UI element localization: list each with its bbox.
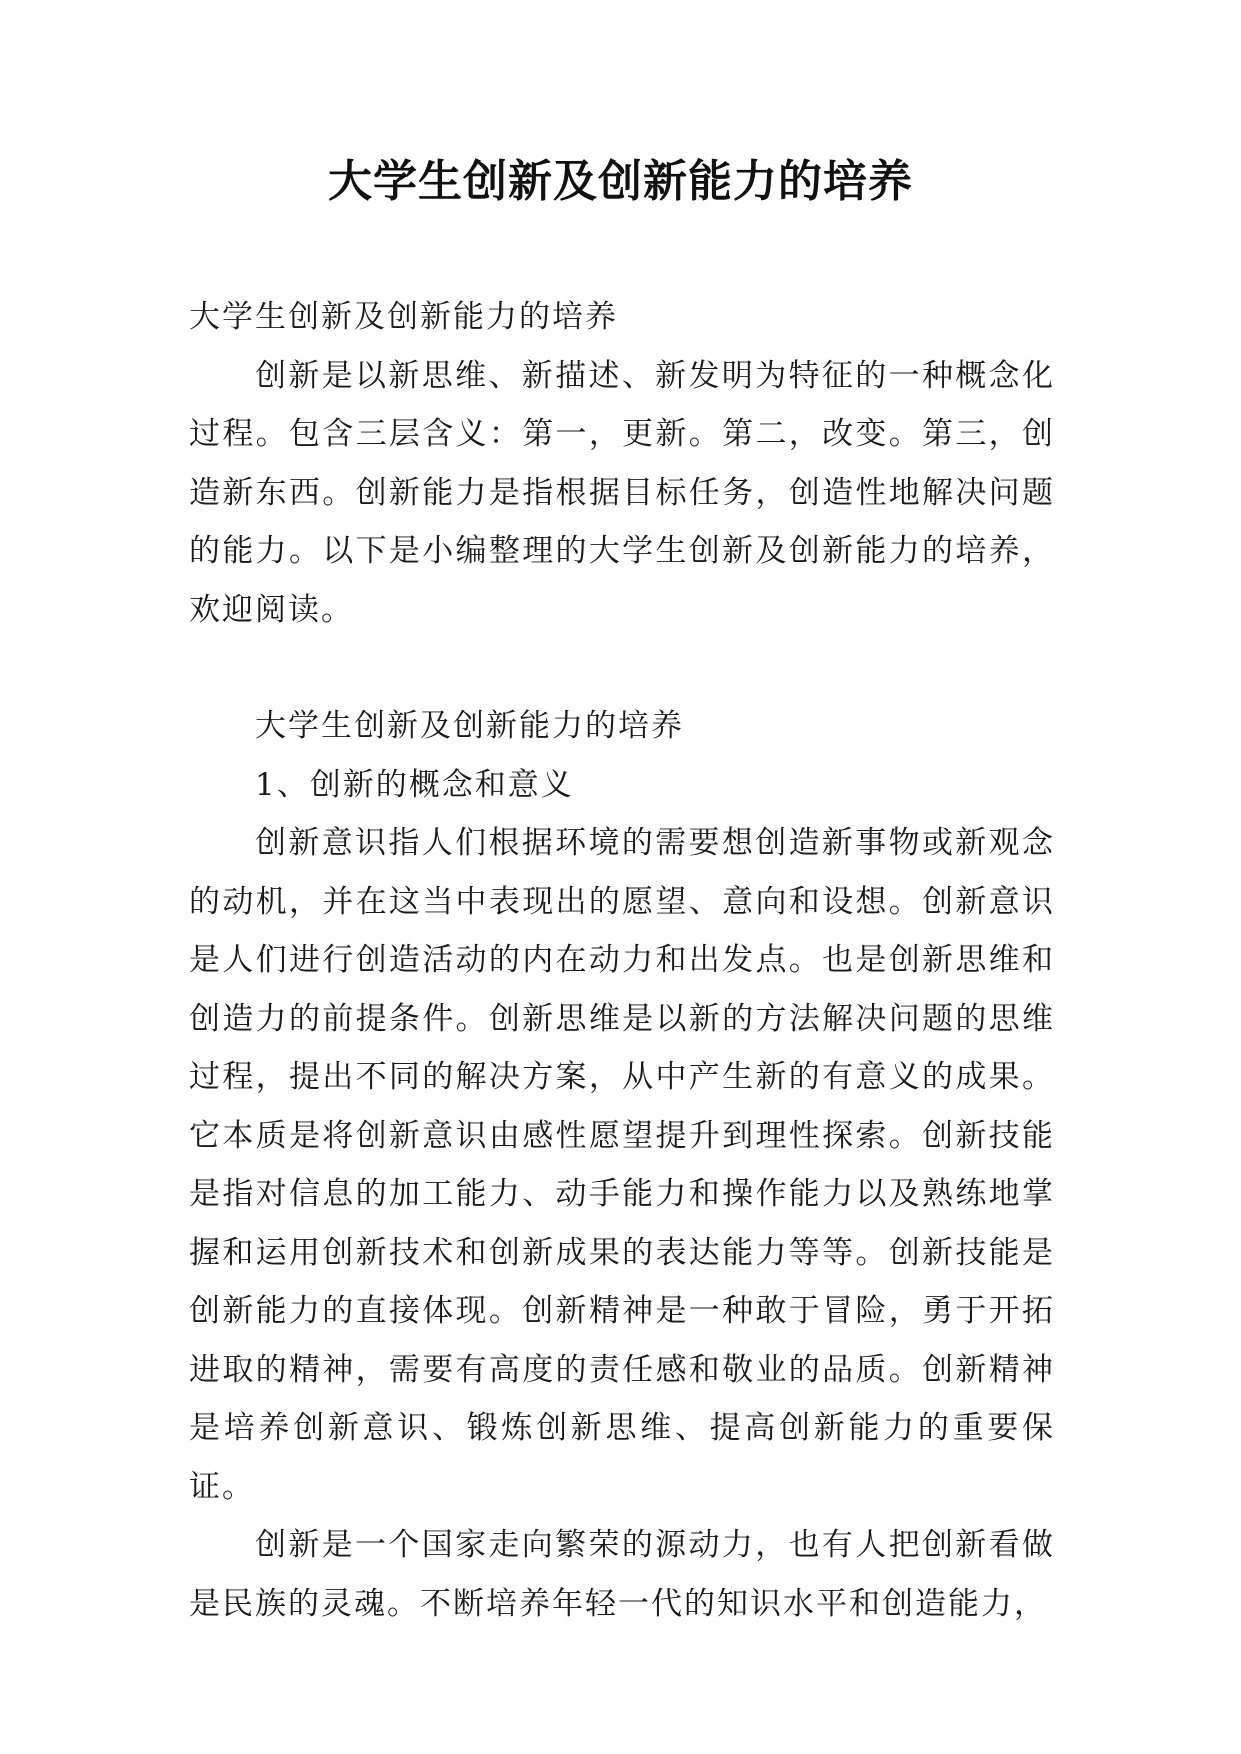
section-title: 大学生创新及创新能力的培养	[255, 708, 684, 744]
section-heading: 1、创新的概念和意义	[255, 766, 574, 803]
intro-paragraph: 创新是以新思维、新描述、新发明为特征的一种概念化过程。包含三层含义：第一，更新。第二，改变。第三，创造新东西。创新能力是指根据目标任务，创造性地解决问题的能力。以下是小编整理的大学生创新及创新能力的培养，欢迎阅读。	[189, 357, 1055, 628]
document-subtitle: 大学生创新及创新能力的培养	[189, 299, 618, 335]
body-paragraph-1: 创新意识指人们根据环境的需要想创造新事物或新观念的动机，并在这当中表现出的愿望、意向和设想。创新意识是人们进行创造活动的内在动力和出发点。也是创新思维和创造力的前提条件。创新思维是以新的方法解决问题的思维过程，提出不同的解决方案，从中产生新的有意义的成果。它本质是将创新意识由感性愿望提升到理性探索。创新技能是指对信息的加工能力、动手能力和操作能力以及熟练地掌握和运用创新技术和创新成果的表达能力等等。创新技能是创新能力的直接体现。创新精神是一种敢于冒险，勇于开拓进取的精神，需要有高度的责任感和敬业的品质。创新精神是培养创新意识、锻炼创新思维、提高创新能力的重要保证。	[189, 825, 1055, 1505]
document-title: 大学生创新及创新能力的培养	[328, 156, 913, 207]
document-body	[189, 288, 1055, 1633]
body-paragraph-2: 创新是一个国家走向繁荣的源动力，也有人把创新看做是民族的灵魂。不断培养年轻一代的知识水平和创造能力，	[189, 1527, 1055, 1622]
paragraph-spacer	[189, 639, 1055, 697]
